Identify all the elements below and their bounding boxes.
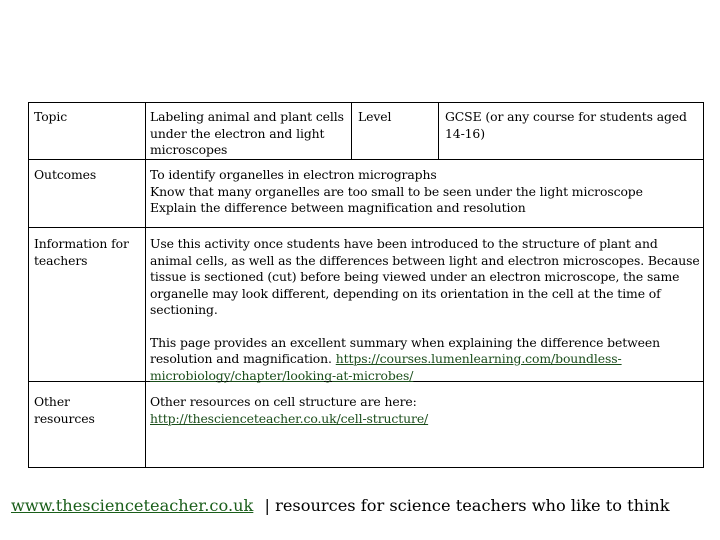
information-paragraph: Use this activity once students have been introduced to the structure of plant and animal cells, as well as the differences between light and electron microscopes. Because tissue is sectioned (cut) before being viewed under an electron microscope, the same organelle may look different, depending on its orientation in the cell at the time of sectioning. [150, 236, 700, 317]
outcome-item: To identify organelles in electron micrographs [150, 167, 437, 182]
footer-separator: | [264, 496, 270, 515]
lesson-info-table [28, 102, 704, 468]
lumenlearning-link[interactable]: https://courses.lumenlearning.com/boundless-microbiology/chapter/looking-at-microbes/ [150, 351, 622, 383]
footer-site-link[interactable]: www.thescienceteacher.co.uk [11, 496, 254, 515]
outcome-item: Explain the difference between magnification and resolution [150, 200, 526, 215]
row-divider-2 [29, 227, 703, 228]
other-resources-label: Other resources [34, 394, 95, 426]
information-label: Information for teachers [34, 236, 129, 268]
topic-value: Labeling animal and plant cells under the electron and light microscopes [150, 109, 344, 157]
row-divider-1 [29, 159, 703, 160]
column-divider-main [145, 103, 146, 467]
level-label: Level [358, 109, 392, 124]
outcomes-label: Outcomes [34, 167, 97, 182]
information-summary-text: This page provides an excellent summary when explaining the difference between resolution and magnification. [150, 334, 660, 366]
footer [11, 496, 670, 516]
information-paragraph-2 [150, 335, 700, 385]
information-content [150, 236, 700, 384]
topic-label: Topic [34, 109, 68, 124]
level-value: GCSE (or any course for students aged 14-16) [445, 109, 687, 141]
footer-tagline: resources for science teachers who like to think [275, 496, 670, 515]
outcome-item: Know that many organelles are too small to be seen under the light microscope [150, 183, 643, 199]
outcomes-list [150, 167, 700, 217]
cell-structure-link[interactable]: http://thescienceteacher.co.uk/cell-structure/ [150, 410, 429, 426]
other-resources-content [150, 394, 700, 427]
column-divider-level-right [438, 103, 439, 159]
column-divider-level-left [351, 103, 352, 159]
other-resources-text: Other resources on cell structure are here: [150, 394, 417, 409]
